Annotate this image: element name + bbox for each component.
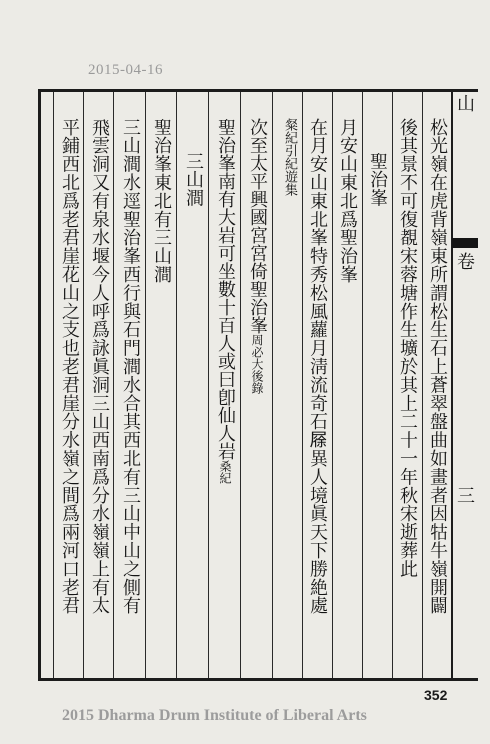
column-rule — [392, 92, 393, 678]
column-rule — [113, 92, 114, 678]
column-rule — [83, 92, 84, 678]
fish-tail-mark — [452, 238, 478, 248]
column-rule — [302, 92, 303, 678]
column-rule — [272, 92, 273, 678]
entry-heading: 三山澗 — [183, 152, 204, 208]
text-column-8-main: 聖治峯南有大岩可坐數十百人或曰卽仙人岩 — [215, 118, 236, 460]
text-column-2: 後其景不可復覩宋蓉塘作生壙於其上二十一年秋宋逝葬此 — [397, 118, 418, 578]
text-column-13: 平鋪西北爲老君崖花山之支也老君崖分水嶺之間爲兩河口老君 — [59, 118, 80, 615]
margin-glyph-mid: 卷 — [457, 252, 475, 273]
margin-glyph-low: 三 — [457, 486, 475, 507]
margin-strip — [451, 89, 478, 681]
text-column-10: 聖治峯東北有三山澗 — [151, 118, 172, 284]
column-rule — [145, 92, 146, 678]
column-rule — [332, 92, 333, 678]
column-rule — [176, 92, 177, 678]
column-rule — [208, 92, 209, 678]
column-rule — [362, 92, 363, 678]
entry-heading: 聖治峯 — [367, 152, 388, 208]
text-column-5: 在月安山東北峯特秀松風蘿月淸流奇石𡲰異人境眞天下勝絶處 — [307, 118, 328, 615]
text-column-1: 松光嶺在虎背嶺東所謂松生石上蒼翠盤曲如畫者因牯牛嶺開闢 — [427, 118, 448, 615]
source-citation: 粲紀引紀遊集 — [282, 118, 297, 196]
text-column-8-note: 桑紀 — [218, 460, 232, 484]
text-column-11: 三山澗水逕聖治峯西行與石門澗水合其西北有三山中山之側有 — [120, 118, 141, 615]
text-column-8 — [214, 118, 236, 484]
page-number: 352 — [424, 687, 448, 703]
watermark-date: 2015-04-16 — [88, 62, 163, 78]
column-rule — [422, 92, 423, 678]
margin-glyph-top: 山 — [457, 94, 475, 115]
column-rule — [53, 92, 54, 678]
text-column-7 — [246, 118, 268, 394]
column-rule — [240, 92, 241, 678]
text-column-12: 飛雲洞又有泉水堰今人呼爲詠眞洞三山西南爲分水嶺嶺上有太 — [89, 118, 110, 615]
watermark-footer: 2015 Dharma Drum Institute of Liberal Arts — [62, 707, 367, 724]
text-column-4: 月安山東北爲聖治峯 — [337, 118, 358, 284]
text-column-7-main: 次至太平興國宮宮倚聖治峯 — [247, 118, 268, 334]
text-column-7-note: 周必大後錄 — [250, 334, 264, 394]
